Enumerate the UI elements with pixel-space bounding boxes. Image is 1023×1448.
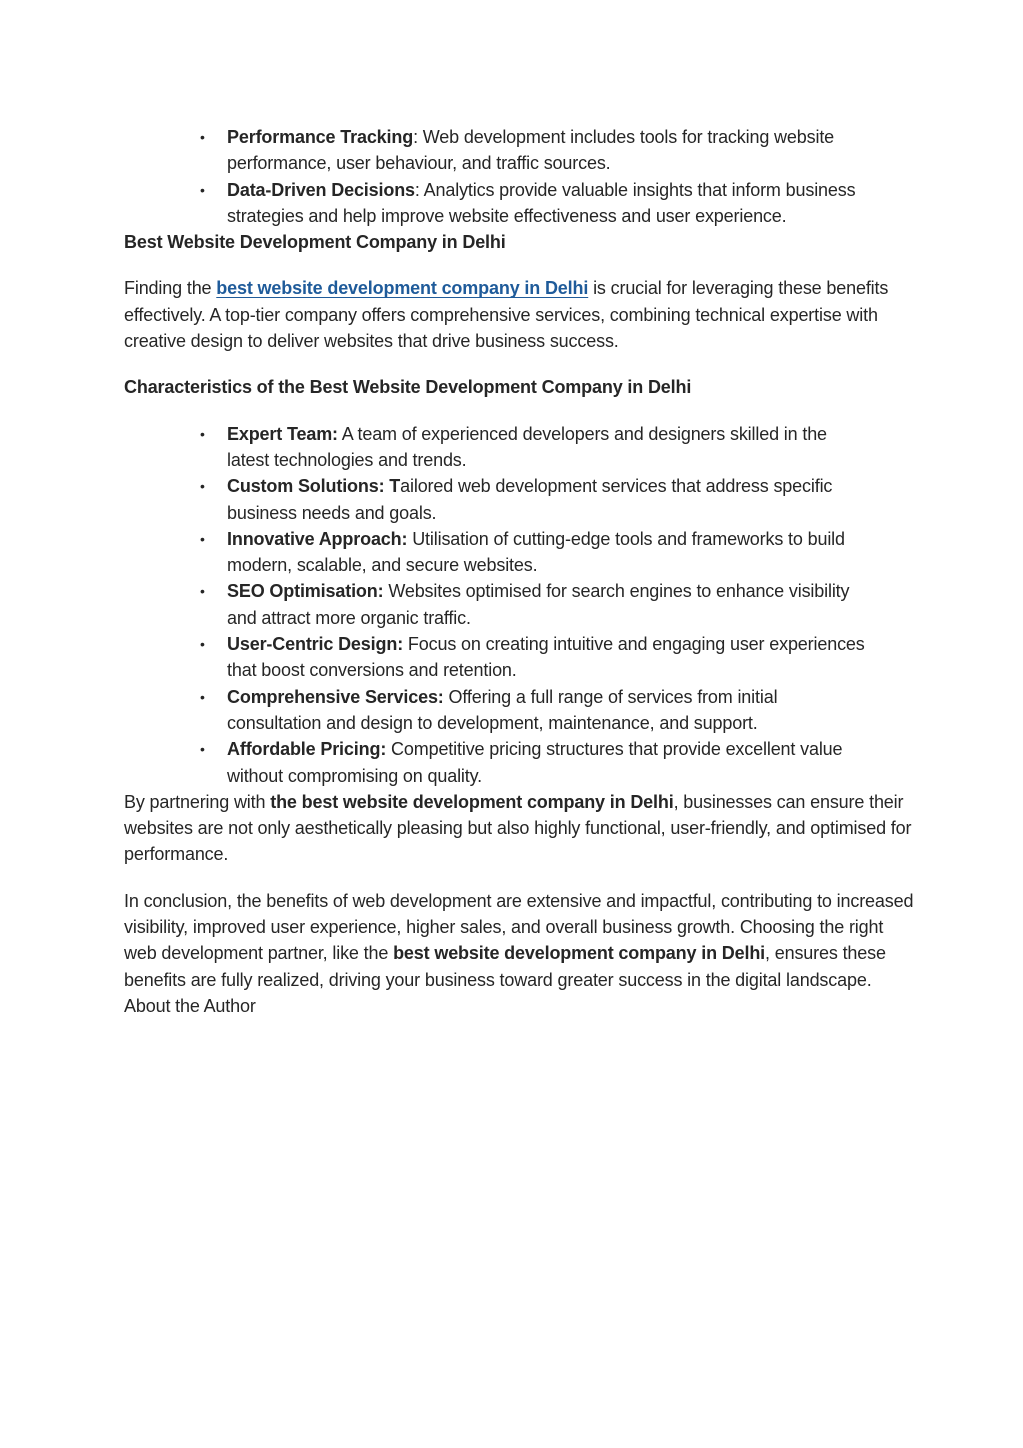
partnering-paragraph xyxy=(124,789,914,868)
section-heading-characteristics: Characteristics of the Best Website Development Company in Delhi xyxy=(124,377,692,398)
bullet-icon: • xyxy=(200,181,205,198)
list-item-body: Utilisation of cutting-edge tools and frameworks to build modern, scalable, and secure websites. xyxy=(227,528,845,576)
list-item xyxy=(200,124,867,177)
intro-bullet-list xyxy=(124,124,867,229)
bullet-icon: • xyxy=(200,741,205,758)
bullet-icon: • xyxy=(200,583,205,600)
list-item xyxy=(200,631,867,684)
list-item-body: Websites optimised for search engines to enhance visibility and attract more organic traffic. xyxy=(227,581,850,628)
paragraph-text: is crucial for leveraging these benefits effectively. A top-tier company offers comprehensive services, combining technical expertise with creative design to deliver websites that drive business success. xyxy=(124,278,889,352)
bullet-icon: • xyxy=(200,688,205,705)
list-item-body: Analytics provide valuable insights that inform business strategies and help improve website effectiveness and user experience. xyxy=(227,179,856,226)
bullet-icon: • xyxy=(200,478,205,495)
bullet-icon: • xyxy=(200,425,205,442)
conclusion-paragraph xyxy=(124,888,914,993)
list-item xyxy=(200,736,867,789)
list-item-body: ailored web development services that address specific business needs and goals. xyxy=(227,476,833,523)
bullet-icon: • xyxy=(200,636,205,653)
list-item-title: Expert Team: xyxy=(227,423,338,444)
list-item-body: Offering a full range of services from initial consultation and design to development, maintenance, and support. xyxy=(227,686,778,733)
list-item-title: Data-Driven Decisions xyxy=(227,179,415,200)
list-item xyxy=(200,684,867,737)
list-item-separator: : xyxy=(414,179,424,200)
list-item-title: SEO Optimisation: xyxy=(227,581,384,602)
paragraph-text: , ensures these benefits are fully realized, driving your business toward greater success in the digital landscape. xyxy=(124,943,886,990)
best-company-link[interactable]: best website development company in Delhi xyxy=(216,278,589,299)
paragraph-text: By partnering with xyxy=(124,791,271,812)
list-item-title: Affordable Pricing: xyxy=(227,739,387,760)
list-item-body: A team of experienced developers and designers skilled in the latest technologies and trends. xyxy=(227,423,827,470)
document-page xyxy=(124,124,914,1019)
list-item-separator: : xyxy=(413,127,423,147)
list-item-title: Performance Tracking xyxy=(227,127,414,147)
paragraph-text: , businesses can ensure their websites are not only aesthetically pleasing but also highly functional, user-friendly, and optimised for performance. xyxy=(124,791,912,865)
list-item-title: Custom Solutions: T xyxy=(227,476,401,497)
list-item xyxy=(200,473,867,526)
list-item xyxy=(200,177,867,230)
list-item-title: Innovative Approach: xyxy=(227,528,408,549)
paragraph-bold-text: best website development company in Delhi xyxy=(393,943,766,964)
list-item-body: Competitive pricing structures that provide excellent value without compromising on quality. xyxy=(227,739,843,786)
characteristics-bullet-list xyxy=(124,421,867,789)
list-item xyxy=(200,526,867,579)
list-item-body: Web development includes tools for tracking website performance, user behaviour, and traffic sources. xyxy=(227,127,835,174)
about-author-heading: About the Author xyxy=(124,995,256,1016)
bullet-icon: • xyxy=(200,530,205,547)
paragraph-text: Finding the xyxy=(124,278,217,299)
list-item xyxy=(200,421,867,474)
bullet-icon: • xyxy=(200,129,205,145)
list-item-body: Focus on creating intuitive and engaging user experiences that boost conversions and retention. xyxy=(227,634,865,681)
intro-paragraph xyxy=(124,275,914,354)
list-item-title: User-Centric Design: xyxy=(227,634,404,655)
paragraph-bold-text: the best website development company in Delhi xyxy=(270,791,674,812)
section-heading-best-company: Best Website Development Company in Delhi xyxy=(124,232,506,253)
list-item-title: Comprehensive Services: xyxy=(227,686,444,707)
paragraph-text: In conclusion, the benefits of web development are extensive and impactful, contributing to increased visibility, improved user experience, higher sales, and overall business growth. Choosing the right web development partner, like the xyxy=(124,890,914,964)
list-item xyxy=(200,578,867,631)
